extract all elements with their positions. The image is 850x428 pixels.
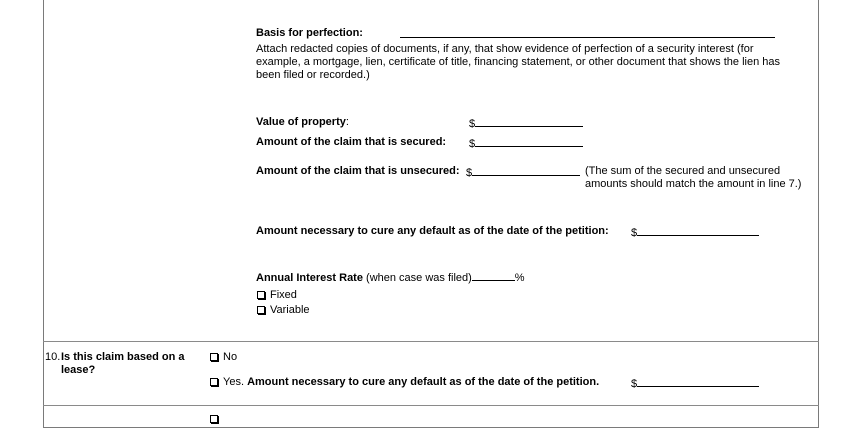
basis-label: Basis for perfection: (256, 27, 363, 39)
value-of-property-field[interactable]: $ (469, 116, 583, 131)
lease-yes-label: Yes. (223, 376, 245, 388)
row-divider (43, 405, 819, 406)
attach-instructions: Attach redacted copies of documents, if any, that show evidence of perfection of a security interest (for example, a mortgage, lien, certificate of title, financing statement, or other document that shows the lien has been filed or recorded.) (256, 43, 781, 81)
question-10-number: 10. (45, 351, 61, 363)
cure-default-label: Amount necessary to cure any default as of the date of the petition: (256, 225, 609, 237)
lease-cure-label: Amount necessary to cure any default as of the date of the petition. (247, 376, 600, 388)
next-question-checkbox[interactable] (210, 413, 223, 426)
fixed-label: Fixed (270, 289, 297, 301)
unsecured-amount-field[interactable]: $ (466, 165, 580, 180)
fixed-option[interactable] (257, 289, 297, 302)
lease-yes-option[interactable] (210, 376, 599, 389)
secured-amount-label: Amount of the claim that is secured: (256, 136, 447, 148)
variable-option[interactable] (257, 304, 310, 317)
lease-yes-checkbox[interactable] (210, 378, 218, 386)
value-of-property-label: Value of property: (256, 116, 349, 128)
question-10-text: Is this claim based on a lease? (61, 351, 185, 376)
variable-checkbox[interactable] (257, 306, 265, 314)
fixed-checkbox[interactable] (257, 291, 265, 299)
secured-amount-field[interactable]: $ (469, 136, 583, 151)
sum-note: (The sum of the secured and unsecured amounts should match the amount in line 7.) (585, 165, 802, 190)
interest-rate-row: Annual Interest Rate (when case was filed) % (256, 272, 525, 284)
lease-cure-field[interactable]: $ (631, 376, 759, 391)
cure-default-field[interactable]: $ (631, 225, 759, 240)
lease-no-label: No (223, 351, 238, 363)
basis-field[interactable] (400, 27, 775, 42)
unsecured-amount-label: Amount of the claim that is unsecured: (256, 165, 460, 177)
lease-no-option[interactable] (210, 351, 237, 364)
row-divider (43, 341, 819, 342)
variable-label: Variable (270, 304, 310, 316)
interest-rate-field[interactable] (472, 270, 515, 281)
lease-no-checkbox[interactable] (210, 353, 218, 361)
